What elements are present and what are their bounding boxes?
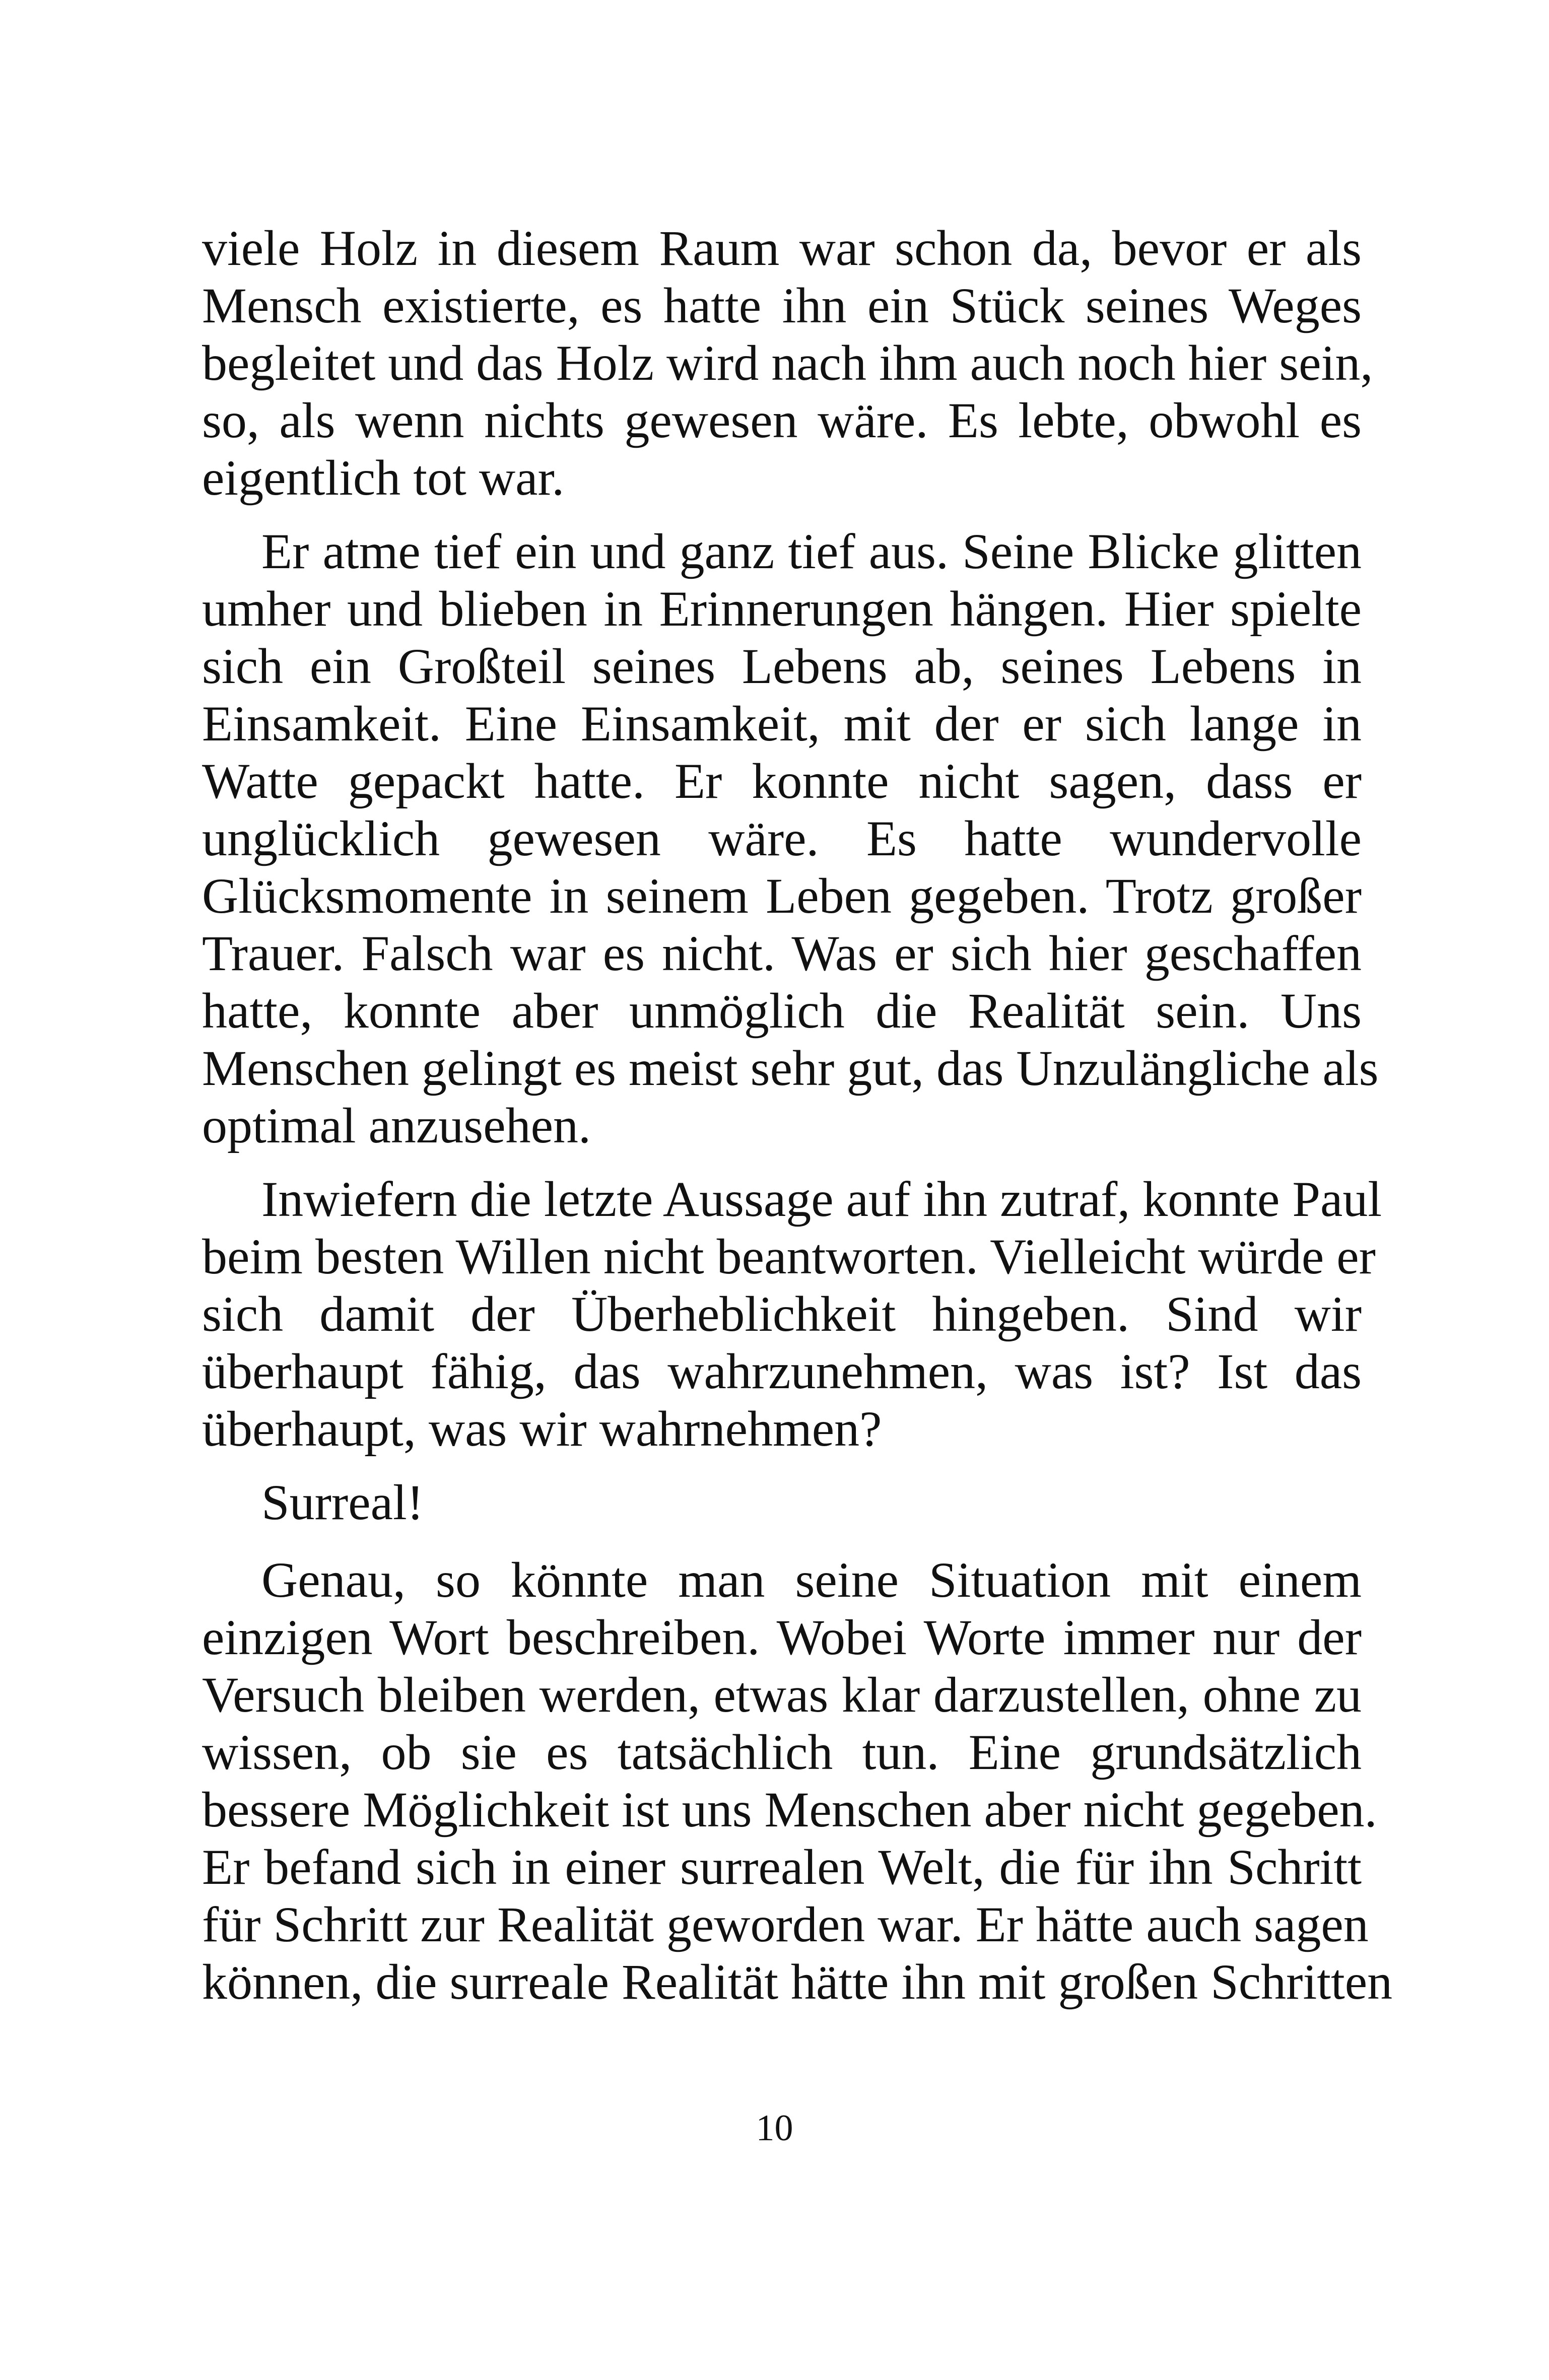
- text-line: Mensch existierte, es hatte ihn ein Stück seines Weges: [202, 278, 1362, 333]
- text-line: bessere Möglichkeit ist uns Menschen aber nicht gegeben.: [202, 1782, 1377, 1838]
- text-line: hatte, konnte aber unmöglich die Realität sein. Uns: [202, 983, 1362, 1039]
- text-line: Menschen gelingt es meist sehr gut, das Unzulängliche als: [202, 1040, 1379, 1096]
- text-line: Glücksmomente in seinem Leben gegeben. Trotz großer: [202, 868, 1362, 924]
- page-number: 10: [756, 2107, 793, 2149]
- text-line: Einsamkeit. Eine Einsamkeit, mit der er sich lange in: [202, 696, 1362, 752]
- text-line: Surreal!: [261, 1474, 424, 1530]
- text-line: begleitet und das Holz wird nach ihm auch noch hier sein,: [202, 335, 1373, 391]
- text-line: überhaupt fähig, das wahrzunehmen, was ist? Ist das: [202, 1343, 1362, 1399]
- text-line: Genau, so könnte man seine Situation mit einem: [261, 1552, 1362, 1608]
- paragraph-1: [202, 220, 1373, 507]
- paragraph-4: [202, 1474, 1362, 1531]
- text-line: so, als wenn nichts gewesen wäre. Es lebte, obwohl es: [202, 392, 1362, 448]
- text-line: Versuch bleiben werden, etwas klar darzustellen, ohne zu: [202, 1667, 1362, 1723]
- text-line: können, die surreale Realität hätte ihn mit großen Schritten: [202, 1954, 1393, 2010]
- text-line: optimal anzusehen.: [202, 1098, 591, 1153]
- text-line: sich damit der Überheblichkeit hingeben. Sind wir: [202, 1286, 1362, 1342]
- text-line: beim besten Willen nicht beantworten. Vielleicht würde er: [202, 1229, 1376, 1284]
- text-line: Trauer. Falsch war es nicht. Was er sich hier geschaffen: [202, 925, 1362, 981]
- text-line: einzigen Wort beschreiben. Wobei Worte immer nur der: [202, 1609, 1362, 1665]
- text-line: sich ein Großteil seines Lebens ab, seines Lebens in: [202, 638, 1362, 694]
- paragraph-3: [202, 1171, 1382, 1458]
- text-line: für Schritt zur Realität geworden war. Er hätte auch sagen: [202, 1896, 1369, 1952]
- text-line: Er atme tief ein und ganz tief aus. Seine Blicke glitten: [261, 523, 1362, 579]
- text-line: Watte gepackt hatte. Er konnte nicht sagen, dass er: [202, 753, 1362, 809]
- text-line: Er befand sich in einer surrealen Welt, die für ihn Schritt: [202, 1839, 1362, 1895]
- body-text: [202, 220, 1393, 2027]
- text-line: viele Holz in diesem Raum war schon da, bevor er als: [202, 220, 1362, 276]
- text-line: überhaupt, was wir wahrnehmen?: [202, 1401, 882, 1457]
- text-line: umher und blieben in Erinnerungen hängen. Hier spielte: [202, 581, 1362, 637]
- text-line: wissen, ob sie es tatsächlich tun. Eine grundsätzlich: [202, 1724, 1362, 1780]
- text-line: eigentlich tot war.: [202, 450, 565, 506]
- text-line: Inwiefern die letzte Aussage auf ihn zutraf, konnte Paul: [261, 1171, 1382, 1227]
- paragraph-5: [202, 1551, 1393, 2011]
- text-line: unglücklich gewesen wäre. Es hatte wundervolle: [202, 810, 1362, 866]
- paragraph-2: [202, 523, 1379, 1154]
